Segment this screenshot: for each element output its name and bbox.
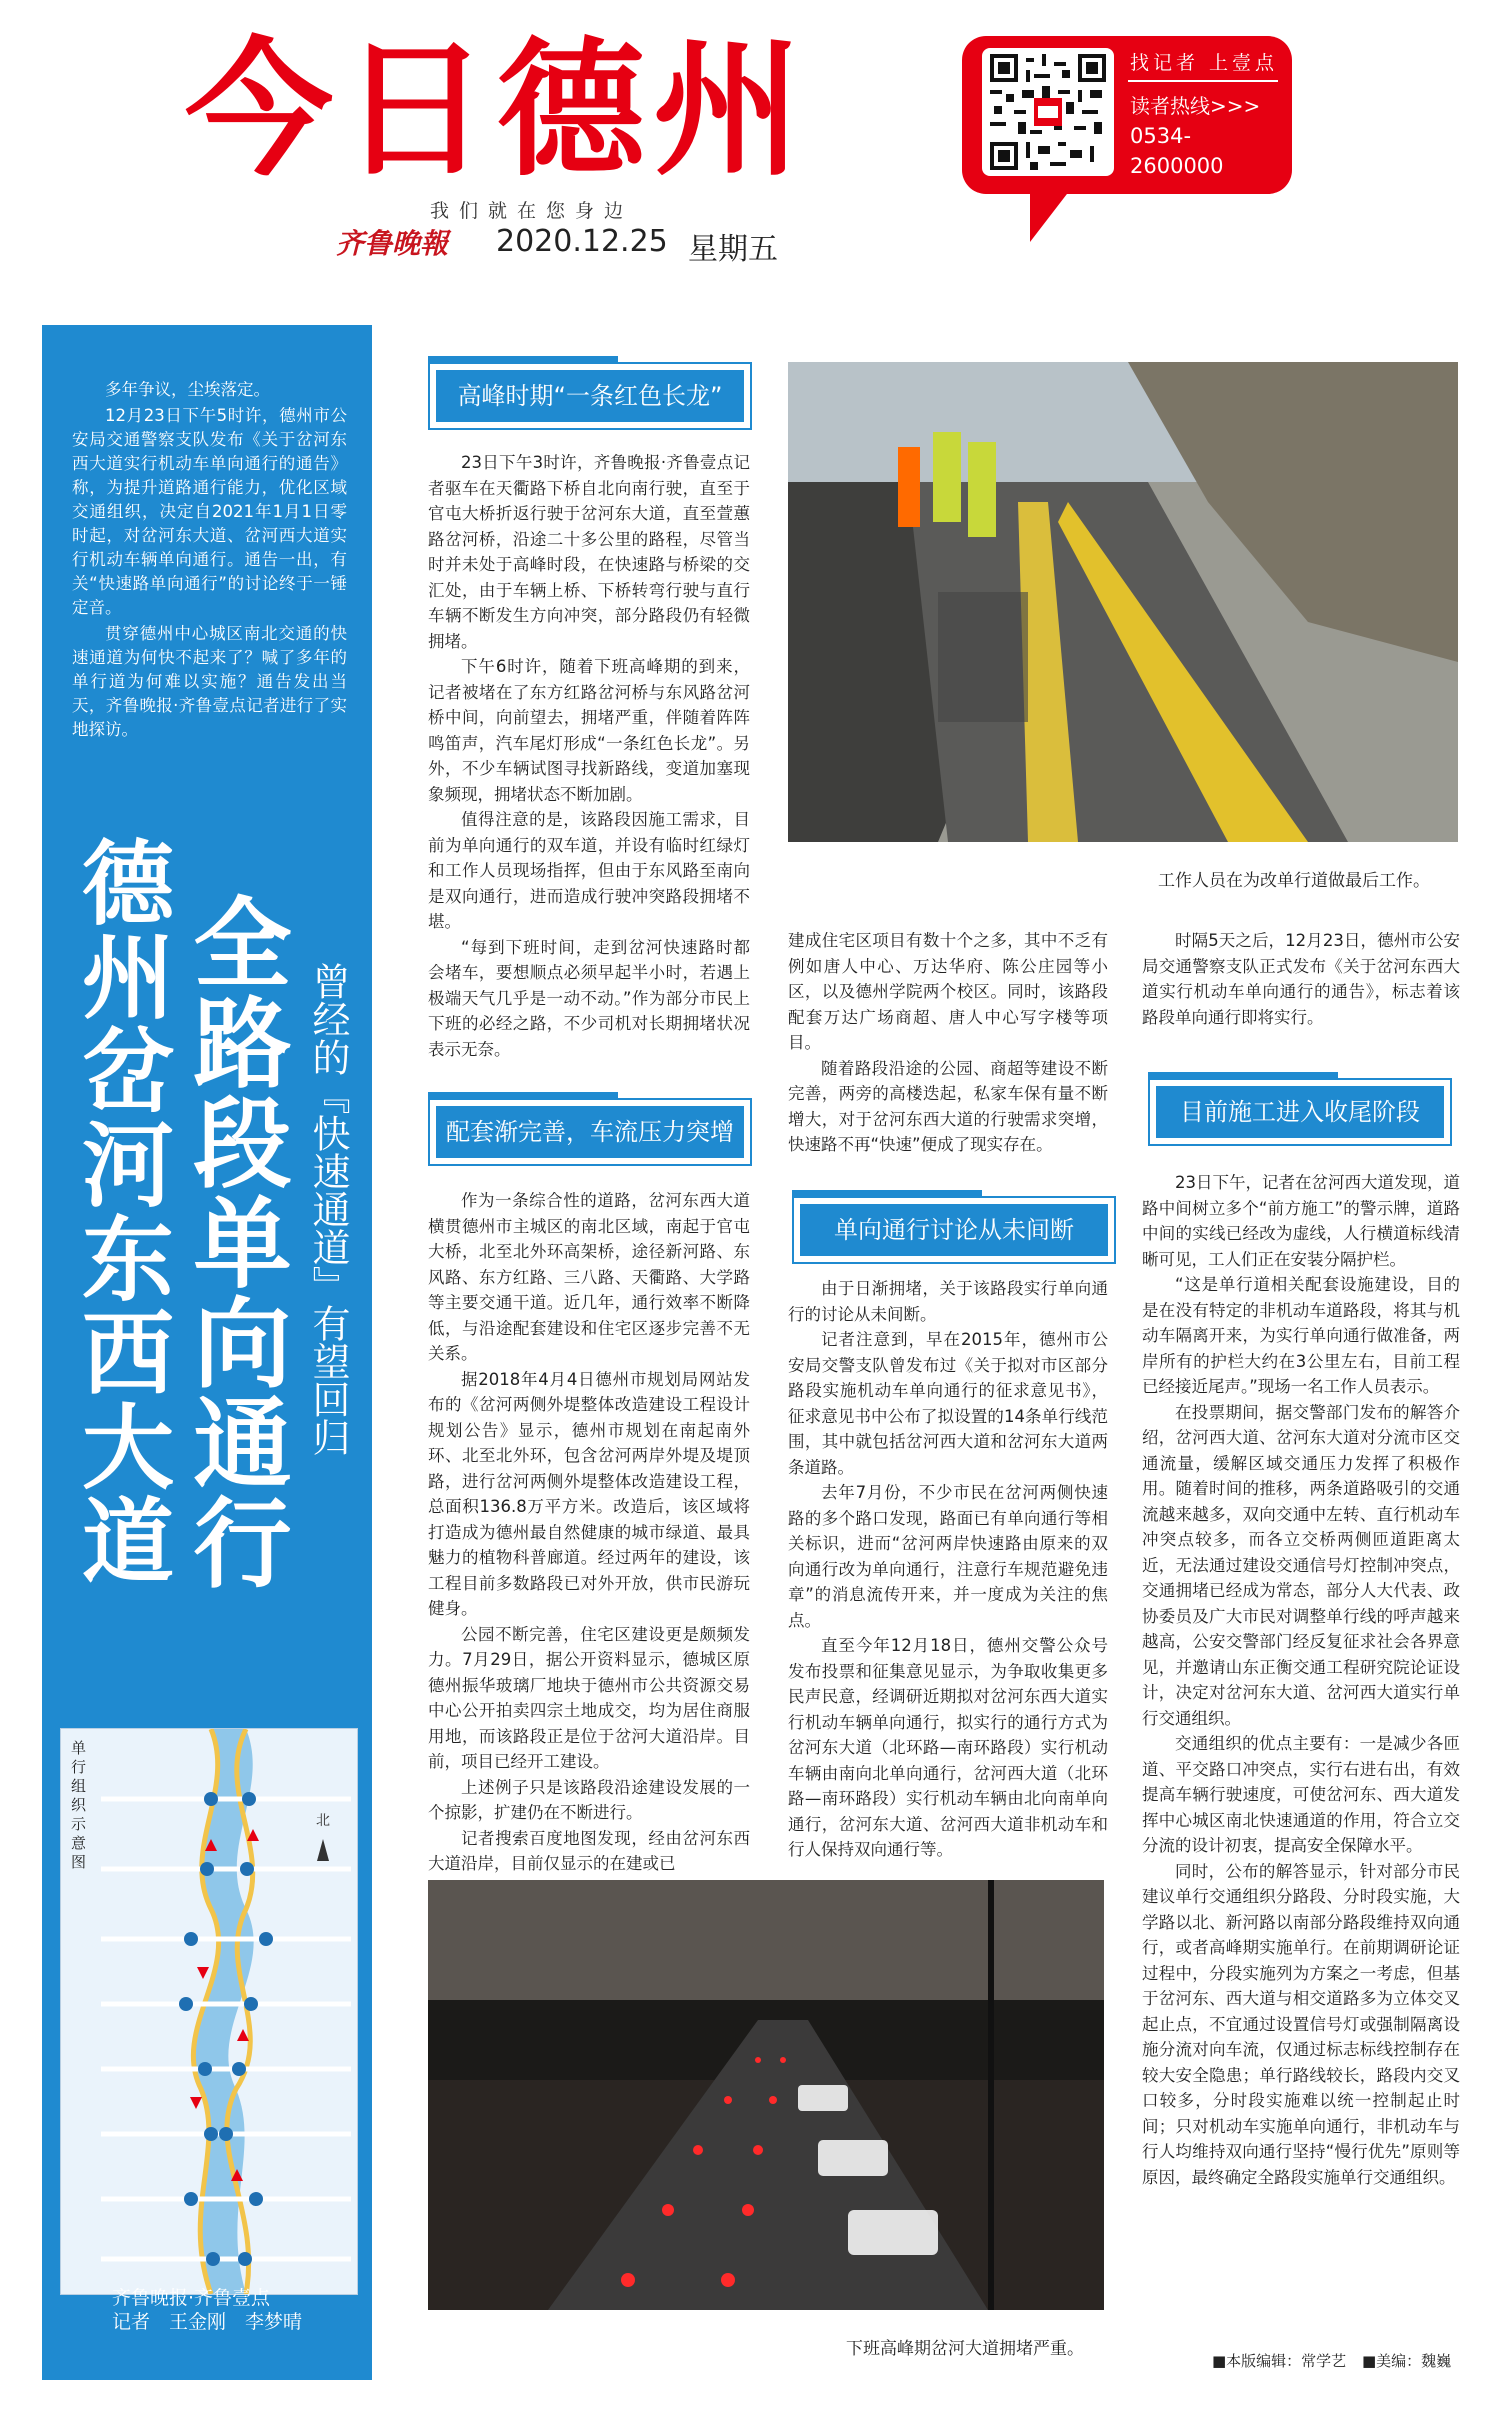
masthead-title: 今日德州 (185, 24, 809, 196)
article-paragraph: 下午6时许，随着下班高峰期的到来，记者被堵在了东方红路岔河桥与东风路岔河桥中间，向前望去，拥堵严重，伴随着阵阵鸣笛声，汽车尾灯形成“一条红色长龙”。另外，不少车辆试图寻找新路线，变道加塞现象频现，拥堵状态不断加剧。 (428, 657, 750, 804)
contact-slogan: 找记者 上壹点 (1130, 52, 1279, 74)
article-paragraph: 随着路段沿途的公园、商超等建设不断完善，两旁的高楼迭起，私家车保有量不断增大，对于岔河东西大道的行驶需求突增，快速路不再“快速”便成了现实存在。 (788, 1058, 1108, 1154)
section-title: 配套渐完善，车流压力突增 (436, 1106, 744, 1158)
section-title: 目前施工进入收尾阶段 (1156, 1086, 1444, 1138)
weekday: 星期五 (688, 232, 778, 267)
article-paragraph: 记者注意到，早在2015年，德州市公安局交警支队曾发布过《关于拟对市区部分路段实施机动车单向通行的征求意见书》，征求意见书中公布了拟设置的14条单行线范围，其中就包括岔河西大道和岔河东大道两条道路。 (788, 1330, 1108, 1477)
main-headline-line2: 德州岔河东西大道 (67, 835, 174, 1587)
article-paragraph: 据2018年4月4日德州市规划局网站发布的《岔河两侧外堤整体改造建设工程设计规划公告》显示，德州市规划在南起南外环、北至北外环，包含岔河两岸外堤及堤顶路，进行岔河两侧外堤整体改造建设工程，总面积136.8万平方米。改造后，该区域将打造成为德州最自然健康的城市绿道、最具魅力的植物科普廊道。经过两年的建设，该工程目前多数路段已对外开放，供市民游玩健身。 (428, 1369, 750, 1618)
byline (112, 2286, 302, 2334)
photo-evening-traffic-jam (428, 1880, 1104, 2310)
article-paragraph: 建成住宅区项目有数十个之多，其中不乏有例如唐人中心、万达华府、陈公庄园等小区，以及德州学院两个校区。同时，该路段配套万达广场商超、唐人中心写字楼等项目。 (788, 931, 1108, 1052)
map-north-label: 北 (316, 1813, 330, 1829)
article-column-2-top (788, 928, 1108, 1158)
article-paragraph: 直至今年12月18日，德州交警公众号发布投票和征集意见显示，为争取收集更多民声民意，经调研近期拟对岔河东西大道实行机动车辆单向通行，拟实行的通行方式为岔河东大道（北环路—南环路段）实行机动车辆由南向北单向通行，岔河西大道（北环路—南环路段）实行机动车辆由北向南单向通行，岔河东大道、岔河西大道非机动车和行人保持双向通行等。 (788, 1636, 1108, 1859)
byline-outlet: 齐鲁晚报·齐鲁壹点 (112, 2287, 271, 2309)
article-paragraph: “这是单行道相关配套设施建设，目的是在没有特定的非机动车道路段，将其与机动车隔离开来，为实行单向通行做准备，两岸所有的护栏大约在3公里左右，目前工程已经接近尾声。”现场一名工作人员表示。 (1142, 1275, 1460, 1396)
slogan: 我们就在您身边 (430, 200, 634, 222)
photo-workers-installing-barrier (788, 362, 1458, 842)
issue-date: 2020.12.25 (496, 224, 668, 259)
intro-paragraph: 12月23日下午5时许，德州市公安局交通警察支队发布《关于岔河东西大道实行机动车单向通行的通告》称，为提升道路通行能力，优化区域交通组织，决定自2021年1月1日零时起，对岔河东大道、岔河西大道实行机动车辆单向通行。通告一出，有关“快速路单向通行”的讨论终于一锤定音。 (72, 406, 347, 617)
footer-editor: ■本版编辑：常学艺 (1212, 2352, 1347, 2370)
lead-intro (72, 378, 347, 744)
article-paragraph: 作为一条综合性的道路，岔河东西大道横贯德州市主城区的南北区域，南起于官屯大桥，北至北外环高架桥，途径新河路、东风路、东方红路、三八路、天衢路、大学路等主要交通干道。近几年，通行效率不断降低，与沿途配套建设和住宅区逐步完善不无关系。 (428, 1191, 750, 1363)
section-header-2 (428, 1098, 752, 1166)
photo-caption-bottom: 下班高峰期岔河大道拥堵严重。 (846, 2339, 1084, 2359)
article-paragraph: 由于日渐拥堵，关于该路段实行单向通行的讨论从未间断。 (788, 1279, 1108, 1324)
article-column-2-bottom (788, 1276, 1108, 1863)
article-paragraph: 同时，公布的解答显示，针对部分市民建议单行交通组织分路段、分时段实施，大学路以北、新河路以南部分路段维持双向通行，或者高峰期实施单行。在前期调研论证过程中，分段实施列为方案之一考虑，但基于岔河东、西大道与相交道路多为立体交叉起止点，不宜通过设置信号灯或强制隔离设施分流对向车流，仅通过标志标线控制存在较大安全隐患；单行路线较长，路段内交叉口较多，分时段实施难以统一控制起止时间；只对机动车实施单向通行，非机动车与行人均维持双向通行坚持“慢行优先”原则等原因，最终确定全路段实施单行交通组织。 (1142, 1861, 1460, 2187)
header-accent-bar (792, 1190, 982, 1196)
header-accent-bar (428, 356, 618, 362)
article-paragraph: 记者搜索百度地图发现，经由岔河东西大道沿岸，目前仅显示的在建或已 (428, 1828, 750, 1873)
intro-paragraph: 贯穿德州中心城区南北交通的快速通道为何快不起来了？喊了多年的单行道为何难以实施？通告发出当天，齐鲁晚报·齐鲁壹点记者进行了实地探访。 (72, 624, 347, 739)
photo-caption-top: 工作人员在为改单行道做最后工作。 (1158, 871, 1430, 891)
article-paragraph: 时隔5天之后，12月23日，德州市公安局交通警察支队正式发布《关于岔河东西大道实行机动车单向通行的通告》，标志着该路段单向通行即将实行。 (1142, 931, 1460, 1027)
map-title: 单行组织示意图 (69, 1740, 87, 1873)
hotline-number: 2600000 (1130, 154, 1224, 178)
sub-headline: 曾经的『快速通道』有望回归 (306, 962, 350, 1456)
article-paragraph: 去年7月份，不少市民在岔河两侧快速路的多个路口发现，路面已有单向通行等相关标识，进而“岔河两岸快速路由原来的双向通行改为单向通行，注意行车规范避免违章”的消息流传开来，并一度成为关注的焦点。 (788, 1483, 1108, 1630)
hotline-label: 读者热线>>> (1130, 94, 1261, 118)
header-accent-bar (428, 1092, 618, 1098)
byline-reporters: 记者 王金刚 李梦晴 (112, 2311, 303, 2333)
intro-paragraph: 多年争议，尘埃落定。 (105, 380, 270, 399)
article-column-1-top (428, 450, 750, 1062)
article-column-1-bottom (428, 1188, 750, 1877)
article-paragraph: 交通组织的优点主要有：一是减少各匝道、平交路口冲突点，实行右进右出，有效提高车辆行驶速度，可使岔河东、西大道发挥中心城区南北快速通道的作用，符合立交分流的设计初衷，提高安全保障水平。 (1142, 1734, 1460, 1855)
qr-code-icon[interactable] (982, 48, 1114, 176)
article-paragraph: 在投票期间，据交警部门发布的解答介绍，岔河西大道、岔河东大道对分流市区交通流量，缓解区域交通压力发挥了积极作用。随着时间的推移，两条道路吸引的交通流越来越多，双向交通中左转、直行机动车冲突点较多，而各立交桥两侧匝道距离太近，无法通过建设交通信号灯控制冲突点，交通拥堵已经成为常态，部分人大代表、政协委员及广大市民对调整单行线的呼声越来越高，公安交警部门经反复征求社会各界意见，并邀请山东正衡交通工程研究院论证设计，决定对岔河东大道、岔河西大道实行单行交通组织。 (1142, 1402, 1460, 1728)
article-paragraph: 23日下午3时许，齐鲁晚报·齐鲁壹点记者驱车在天衢路下桥自北向南行驶，直至于官屯大桥折返行驶于岔河东大道，直至萱蕙路岔河桥，沿途二十多公里的路程，尽管当时并未处于高峰时段，在快速路与桥梁的交汇处，由于车辆上桥、下桥转弯行驶与直行车辆不断发生方向冲突，部分路段仍有轻微拥堵。 (428, 453, 750, 651)
bubble-tail (1030, 190, 1070, 242)
one-way-route-map (60, 1728, 358, 2295)
section-title: 高峰时期“一条红色长龙” (436, 370, 744, 422)
paper-logo: 齐鲁晚報 (336, 227, 449, 260)
main-headline-line1: 全路段单向通行 (177, 892, 291, 1592)
article-paragraph: 23日下午，记者在岔河西大道发现，道路中间树立多个“前方施工”的警示牌，道路中间的实线已经改为虚线，人行横道标线清晰可见，工人们正在安装分隔护栏。 (1142, 1173, 1460, 1269)
route-map-graphic (61, 1729, 357, 2294)
article-paragraph: 公园不断完善，住宅区建设更是颇频发力。7月29日，据公开资料显示，德城区原德州振华玻璃厂地块于德州市公共资源交易中心公开拍卖四宗土地成交，均为居住商服用地，而该路段正是位于岔河大道沿岸。目前，项目已经开工建设。 (428, 1624, 750, 1771)
header-accent-bar (1148, 1072, 1338, 1078)
hotline-area-code: 0534- (1130, 124, 1192, 148)
section-header-1 (428, 362, 752, 430)
footer-artist: ■美编：魏巍 (1362, 2352, 1452, 2370)
article-column-3-bottom (1142, 1170, 1460, 2190)
article-paragraph: 值得注意的是，该路段因施工需求，目前为单向通行的双车道，并设有临时红绿灯和工作人员现场指挥，但由于东风路至南向是双向通行，进而造成行驶冲突路段拥堵不堪。 (428, 810, 750, 931)
section-title: 单向通行讨论从未间断 (800, 1204, 1108, 1256)
article-paragraph: 上述例子只是该路段沿途建设发展的一个掠影，扩建仍在不断进行。 (428, 1777, 750, 1822)
article-column-3-top (1142, 928, 1460, 1030)
bubble-divider (1128, 80, 1278, 82)
article-paragraph: “每到下班时间，走到岔河快速路时都会堵车，要想顺点必须早起半小时，若遇上极端天气几乎是一动不动。”作为部分市民上下班的必经之路，不少司机对长期拥堵状况表示无奈。 (428, 937, 750, 1059)
section-header-3 (792, 1196, 1116, 1264)
section-header-4 (1148, 1078, 1452, 1146)
